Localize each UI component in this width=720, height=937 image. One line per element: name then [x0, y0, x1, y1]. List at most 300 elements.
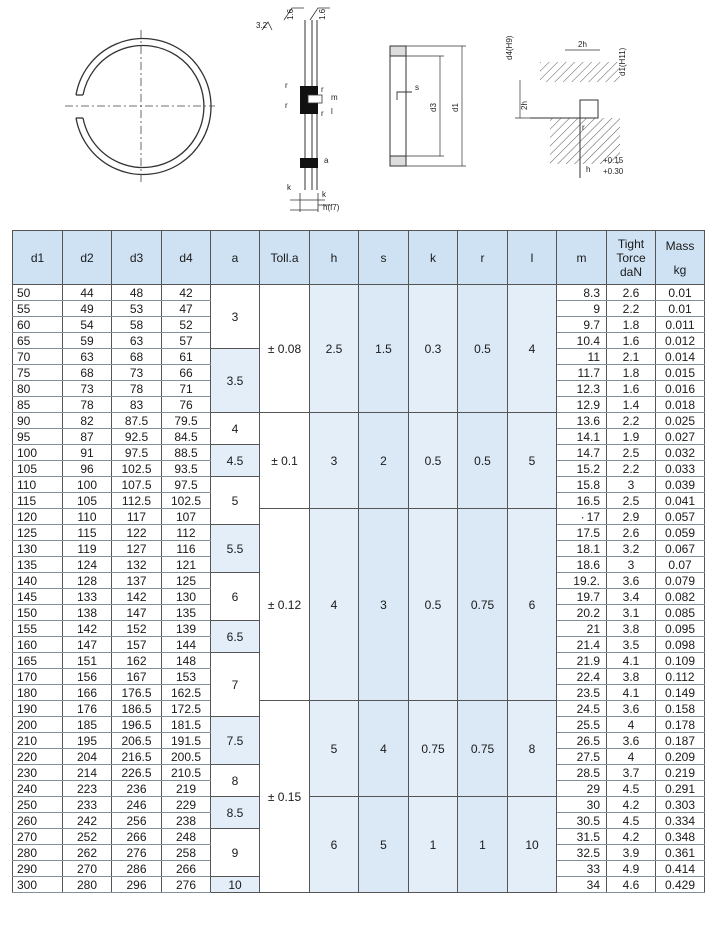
- cell-d1: 85: [13, 397, 63, 413]
- cell-d4: 84.5: [162, 429, 211, 445]
- cell-m: [557, 317, 607, 333]
- r-groove-label: r: [582, 123, 585, 132]
- cell-d4: 153: [162, 669, 211, 685]
- cell-d1: 280: [13, 845, 63, 861]
- header-tight-line1: Tight: [617, 236, 645, 251]
- cell-d2: 68: [63, 365, 112, 381]
- cell-mass: 0.01: [656, 285, 705, 301]
- cell-d2: 100: [63, 477, 112, 493]
- cell-s: 1.5: [359, 285, 409, 413]
- cell-tight-force: 3.6: [607, 733, 656, 749]
- cell-mass: 0.361: [656, 845, 705, 861]
- header-a: a: [211, 231, 260, 285]
- cell-d2: 124: [63, 557, 112, 573]
- technical-drawing: [0, 0, 720, 225]
- cell-mass: 0.219: [656, 765, 705, 781]
- cell-l: 8: [508, 701, 557, 797]
- cell-a: 4: [211, 413, 260, 445]
- cell-mass: 0.039: [656, 477, 705, 493]
- cell-m-value: 19.2.: [573, 573, 600, 588]
- cell-mass: 0.095: [656, 621, 705, 637]
- table-row: [13, 285, 705, 301]
- spec-body: [13, 285, 705, 893]
- cell-m-value: 22.4: [576, 669, 600, 684]
- cell-d1: 105: [13, 461, 63, 477]
- cell-d4: 47: [162, 301, 211, 317]
- two-h-left-label: 2h: [520, 101, 529, 110]
- cell-d1: 125: [13, 525, 63, 541]
- cell-mass: 0.015: [656, 365, 705, 381]
- cell-m: [557, 365, 607, 381]
- cell-d1: 145: [13, 589, 63, 605]
- cell-m: [557, 717, 607, 733]
- tolerance-plus-1: +0.15: [603, 156, 624, 165]
- cell-mass: 0.032: [656, 445, 705, 461]
- cell-d4: 42: [162, 285, 211, 301]
- cell-m-value: 12.3: [576, 381, 600, 396]
- cell-d1: 180: [13, 685, 63, 701]
- cell-d1: 260: [13, 813, 63, 829]
- header-l: l: [508, 231, 557, 285]
- cell-d3: 78: [112, 381, 162, 397]
- cell-d4: 139: [162, 621, 211, 637]
- cell-m: [557, 749, 607, 765]
- cell-d1: 155: [13, 621, 63, 637]
- cell-d3: 53: [112, 301, 162, 317]
- cell-m-value: 30.5: [576, 813, 600, 828]
- cell-m: [557, 701, 607, 717]
- cell-d2: 233: [63, 797, 112, 813]
- cell-d2: 252: [63, 829, 112, 845]
- cell-d4: 210.5: [162, 765, 211, 781]
- cell-d4: 191.5: [162, 733, 211, 749]
- cell-d3: 102.5: [112, 461, 162, 477]
- cell-a: 6: [211, 573, 260, 621]
- cell-d4: 200.5: [162, 749, 211, 765]
- cell-d1: 60: [13, 317, 63, 333]
- cell-d4: 76: [162, 397, 211, 413]
- cell-tight-force: 2.5: [607, 445, 656, 461]
- cell-d1: 115: [13, 493, 63, 509]
- cell-d1: 55: [13, 301, 63, 317]
- cell-d1: 65: [13, 333, 63, 349]
- cell-d2: 59: [63, 333, 112, 349]
- cell-tight-force: 3.5: [607, 637, 656, 653]
- header-d1: d1: [13, 231, 63, 285]
- cell-m: [557, 845, 607, 861]
- cell-m-value: 27.5: [576, 749, 600, 764]
- cell-tight-force: 3.1: [607, 605, 656, 621]
- roughness-label-b: 1.6: [286, 8, 295, 20]
- roughness-label-c: 1.6: [318, 8, 327, 20]
- two-h-top-label: 2h: [578, 40, 587, 49]
- cell-d2: 204: [63, 749, 112, 765]
- cell-a: 7.5: [211, 717, 260, 765]
- cell-m: [557, 781, 607, 797]
- cell-tight-force: 3.4: [607, 589, 656, 605]
- cell-d1: 240: [13, 781, 63, 797]
- cell-m: [557, 573, 607, 589]
- k-label-top: k: [287, 183, 291, 192]
- cell-mass: 0.011: [656, 317, 705, 333]
- cell-a: 8.5: [211, 797, 260, 829]
- header-h: h: [310, 231, 359, 285]
- cell-m: [557, 669, 607, 685]
- cell-d3: 58: [112, 317, 162, 333]
- cell-m: [557, 349, 607, 365]
- cell-mass: 0.059: [656, 525, 705, 541]
- cell-d1: 150: [13, 605, 63, 621]
- cell-m: [557, 429, 607, 445]
- cell-d3: 122: [112, 525, 162, 541]
- cell-m: [557, 461, 607, 477]
- cell-m: [557, 509, 607, 525]
- cell-d3: 152: [112, 621, 162, 637]
- cell-k: 0.75: [409, 701, 458, 797]
- cell-tight-force: 4.5: [607, 813, 656, 829]
- cell-m: [557, 477, 607, 493]
- header-tight-line3: daN: [619, 264, 642, 279]
- cell-d2: 115: [63, 525, 112, 541]
- cell-m: [557, 493, 607, 509]
- cell-d2: 142: [63, 621, 112, 637]
- cell-tight-force: 3.7: [607, 765, 656, 781]
- cell-d2: 166: [63, 685, 112, 701]
- cell-d4: 66: [162, 365, 211, 381]
- cell-d2: 151: [63, 653, 112, 669]
- cell-d3: 48: [112, 285, 162, 301]
- cell-m: [557, 525, 607, 541]
- cell-m-value: 32.5: [576, 845, 600, 860]
- ring-front-view: [65, 30, 215, 182]
- cell-d3: 266: [112, 829, 162, 845]
- cell-tight-force: 3.6: [607, 701, 656, 717]
- cell-d3: 137: [112, 573, 162, 589]
- cell-tight-force: 1.6: [607, 381, 656, 397]
- cell-tight-force: 4.1: [607, 685, 656, 701]
- r-label-inner-1: r: [321, 85, 324, 94]
- cell-s: 2: [359, 413, 409, 509]
- cell-mass: 0.429: [656, 877, 705, 893]
- cell-d2: 78: [63, 397, 112, 413]
- header-mass: [656, 231, 705, 285]
- cell-mass: 0.178: [656, 717, 705, 733]
- cell-mass: 0.079: [656, 573, 705, 589]
- cell-d2: 133: [63, 589, 112, 605]
- cell-h: 4: [310, 509, 359, 701]
- roughness-label-a: 3.2: [256, 21, 268, 30]
- cell-toll: ± 0.08: [260, 285, 310, 413]
- cell-m: [557, 685, 607, 701]
- groove-detail: [505, 35, 627, 178]
- cell-d1: 110: [13, 477, 63, 493]
- header-r: r: [458, 231, 508, 285]
- cell-d3: 226.5: [112, 765, 162, 781]
- cell-d1: 70: [13, 349, 63, 365]
- cell-d4: 144: [162, 637, 211, 653]
- cell-m-value: 29: [586, 781, 600, 796]
- header-d4: d4: [162, 231, 211, 285]
- cell-l: 10: [508, 797, 557, 893]
- cell-m-value: 9.7: [583, 317, 600, 332]
- cell-d3: 176.5: [112, 685, 162, 701]
- cell-a: 8: [211, 765, 260, 797]
- cell-m-value: 14.1: [576, 429, 600, 444]
- cell-mass: 0.025: [656, 413, 705, 429]
- cell-m-value: 11.7: [577, 365, 600, 380]
- cell-d3: 83: [112, 397, 162, 413]
- r-label-inner-2: r: [321, 109, 324, 118]
- cell-tight-force: 3.8: [607, 669, 656, 685]
- cell-d1: 170: [13, 669, 63, 685]
- cell-tight-force: 1.6: [607, 333, 656, 349]
- d3-label: d3: [429, 103, 438, 112]
- cell-d1: 135: [13, 557, 63, 573]
- cell-mass: 0.07: [656, 557, 705, 573]
- cell-m-value: 16.5: [576, 493, 600, 508]
- table-row: [13, 413, 705, 429]
- cell-tight-force: 1.9: [607, 429, 656, 445]
- cell-m: [557, 797, 607, 813]
- l-label: l: [331, 107, 333, 116]
- cell-m-value: 12.9: [576, 397, 600, 412]
- cell-d3: 167: [112, 669, 162, 685]
- cell-m: [557, 541, 607, 557]
- cell-d3: 112.5: [112, 493, 162, 509]
- cell-tight-force: 2.2: [607, 413, 656, 429]
- cell-r: 0.75: [458, 509, 508, 701]
- header-d3: d3: [112, 231, 162, 285]
- cell-d3: 142: [112, 589, 162, 605]
- cell-d4: 172.5: [162, 701, 211, 717]
- cell-a: 10: [211, 877, 260, 893]
- cell-a: 3: [211, 285, 260, 349]
- cell-tight-force: 2.2: [607, 461, 656, 477]
- cell-mass: 0.158: [656, 701, 705, 717]
- cell-m-value: 28.5: [576, 765, 600, 780]
- cell-d4: 57: [162, 333, 211, 349]
- cell-d2: 280: [63, 877, 112, 893]
- cell-tight-force: 4.9: [607, 861, 656, 877]
- cell-tight-force: 3.8: [607, 621, 656, 637]
- cell-d1: 140: [13, 573, 63, 589]
- cell-m-value: 33: [586, 861, 600, 876]
- cell-m: [557, 381, 607, 397]
- r-label-upper: r: [285, 81, 288, 90]
- cell-tight-force: 2.9: [607, 509, 656, 525]
- cell-mass: 0.085: [656, 605, 705, 621]
- cell-m: [557, 445, 607, 461]
- cell-d4: 97.5: [162, 477, 211, 493]
- cell-m-value: 15.8: [576, 477, 600, 492]
- cell-mass: 0.348: [656, 829, 705, 845]
- cell-m: [557, 397, 607, 413]
- cell-tight-force: 4: [607, 717, 656, 733]
- cell-d3: 117: [112, 509, 162, 525]
- cell-d1: 250: [13, 797, 63, 813]
- s-label: s: [415, 83, 419, 92]
- cell-tight-force: 2.1: [607, 349, 656, 365]
- cell-k: 0.5: [409, 413, 458, 509]
- cell-mass: 0.033: [656, 461, 705, 477]
- cell-d4: 130: [162, 589, 211, 605]
- cell-d4: 229: [162, 797, 211, 813]
- a-label: a: [324, 156, 329, 165]
- cell-d3: 92.5: [112, 429, 162, 445]
- cell-d2: 73: [63, 381, 112, 397]
- table-row: [13, 797, 705, 813]
- cell-d1: 75: [13, 365, 63, 381]
- cell-tight-force: 3.9: [607, 845, 656, 861]
- cell-h: 6: [310, 797, 359, 893]
- cell-a: 7: [211, 653, 260, 717]
- cell-mass: 0.109: [656, 653, 705, 669]
- cell-d2: 87: [63, 429, 112, 445]
- cell-m: [557, 765, 607, 781]
- cell-d4: 248: [162, 829, 211, 845]
- cell-d3: 276: [112, 845, 162, 861]
- cell-tight-force: 2.2: [607, 301, 656, 317]
- cell-m-value: 17: [586, 509, 600, 524]
- section-view: [256, 8, 340, 212]
- cell-m: [557, 285, 607, 301]
- d1-h11-label: d1(H11): [618, 47, 627, 76]
- cell-mass: 0.098: [656, 637, 705, 653]
- cell-mass: 0.334: [656, 813, 705, 829]
- cell-tight-force: 4.6: [607, 877, 656, 893]
- cell-m-value: 17.5: [576, 525, 600, 540]
- cell-m: [557, 877, 607, 893]
- cell-d2: 176: [63, 701, 112, 717]
- cell-m-value: 15.2: [576, 461, 600, 476]
- cell-a: 5.5: [211, 525, 260, 573]
- cell-m: [557, 861, 607, 877]
- cell-m-value: 21: [586, 621, 600, 636]
- cell-mass: 0.01: [656, 301, 705, 317]
- cell-d4: 61: [162, 349, 211, 365]
- cell-d4: 102.5: [162, 493, 211, 509]
- cell-l: 6: [508, 509, 557, 701]
- cell-d1: 270: [13, 829, 63, 845]
- cell-m-prefix: ·: [580, 509, 585, 524]
- header-s: s: [359, 231, 409, 285]
- cell-d3: 216.5: [112, 749, 162, 765]
- cell-d4: 71: [162, 381, 211, 397]
- cell-d1: 80: [13, 381, 63, 397]
- cell-tight-force: 3: [607, 557, 656, 573]
- cell-m: [557, 589, 607, 605]
- cell-d3: 63: [112, 333, 162, 349]
- cell-d3: 296: [112, 877, 162, 893]
- cell-m-value: 9: [593, 301, 600, 316]
- cell-d1: 200: [13, 717, 63, 733]
- cell-mass: 0.303: [656, 797, 705, 813]
- cell-d4: 125: [162, 573, 211, 589]
- cell-tight-force: 4.1: [607, 653, 656, 669]
- header-tight-line2: Torce: [616, 250, 646, 265]
- cell-d3: 97.5: [112, 445, 162, 461]
- tolerance-plus-2: +0.30: [603, 167, 624, 176]
- cell-d1: 190: [13, 701, 63, 717]
- cell-tight-force: 3.6: [607, 573, 656, 589]
- spec-table: [12, 230, 705, 893]
- cell-tight-force: 4.2: [607, 797, 656, 813]
- cell-d1: 165: [13, 653, 63, 669]
- cell-toll: ± 0.12: [260, 509, 310, 701]
- cell-d4: 258: [162, 845, 211, 861]
- cell-mass: 0.016: [656, 381, 705, 397]
- cell-mass: 0.014: [656, 349, 705, 365]
- h-label: h(f7): [323, 203, 340, 212]
- cell-m: [557, 733, 607, 749]
- cell-m-value: 8.3: [583, 285, 600, 300]
- cell-m-value: 18.1: [576, 541, 600, 556]
- drawing-svg: [0, 0, 720, 225]
- cell-d2: 96: [63, 461, 112, 477]
- cell-tight-force: 1.8: [607, 365, 656, 381]
- cell-mass: 0.187: [656, 733, 705, 749]
- cell-d4: 121: [162, 557, 211, 573]
- cell-d2: 195: [63, 733, 112, 749]
- cell-s: 3: [359, 509, 409, 701]
- cell-d1: 220: [13, 749, 63, 765]
- header-toll: Toll.a: [260, 231, 310, 285]
- cell-a: 3.5: [211, 349, 260, 413]
- cell-a: 5: [211, 477, 260, 525]
- cell-mass: 0.067: [656, 541, 705, 557]
- cell-d2: 147: [63, 637, 112, 653]
- cell-s: 5: [359, 797, 409, 893]
- cell-mass: 0.027: [656, 429, 705, 445]
- cell-d4: 162.5: [162, 685, 211, 701]
- cell-d4: 116: [162, 541, 211, 557]
- cell-h: 2.5: [310, 285, 359, 413]
- cell-m-value: 24.5: [576, 701, 600, 716]
- cell-d4: 52: [162, 317, 211, 333]
- cell-tight-force: 2.5: [607, 493, 656, 509]
- cell-m-value: 19.7: [576, 589, 600, 604]
- cell-m-value: 26.5: [576, 733, 600, 748]
- cell-s: 4: [359, 701, 409, 797]
- cell-d3: 236: [112, 781, 162, 797]
- cell-tight-force: 2.6: [607, 285, 656, 301]
- cell-m-value: 10.4: [576, 333, 600, 348]
- cell-tight-force: 4: [607, 749, 656, 765]
- cell-k: 0.5: [409, 509, 458, 701]
- cell-mass: 0.209: [656, 749, 705, 765]
- r-label-lower: r: [285, 101, 288, 110]
- cell-d2: 242: [63, 813, 112, 829]
- cell-d1: 160: [13, 637, 63, 653]
- k-label-bottom: k: [322, 190, 326, 199]
- cell-d1: 120: [13, 509, 63, 525]
- cell-d2: 185: [63, 717, 112, 733]
- cell-mass: 0.041: [656, 493, 705, 509]
- h-groove-label: h: [586, 165, 591, 174]
- cell-d2: 44: [63, 285, 112, 301]
- cell-r: 0.5: [458, 285, 508, 413]
- cell-r: 1: [458, 797, 508, 893]
- cell-mass: 0.018: [656, 397, 705, 413]
- cell-m: [557, 621, 607, 637]
- cell-m: [557, 813, 607, 829]
- cell-d4: 276: [162, 877, 211, 893]
- cell-m-value: 30: [586, 797, 600, 812]
- cell-d1: 130: [13, 541, 63, 557]
- cell-k: 0.3: [409, 285, 458, 413]
- cell-d4: 93.5: [162, 461, 211, 477]
- cell-mass: 0.082: [656, 589, 705, 605]
